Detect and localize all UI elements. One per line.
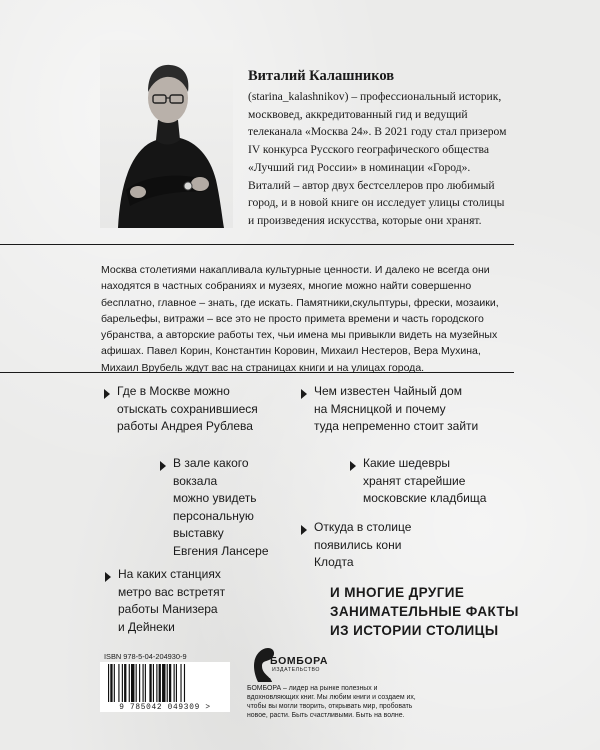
- bullet-icon: [105, 572, 111, 582]
- divider: [0, 372, 514, 373]
- bullet-icon: [301, 525, 307, 535]
- question-item: Чем известен Чайный дом на Мясницкой и почему туда непременно стоит зайти: [314, 384, 479, 433]
- bullet-icon: [301, 389, 307, 399]
- publisher-blurb: БОМБОРА – лидер на рынке полезных и вдохновляющих книг. Мы любим книги и создаем их, чтобы вы могли творить, открывать мир, пробовать новое, расти. Быть счастливыми. Быть на волне.: [247, 685, 416, 719]
- author-photo: [100, 40, 233, 228]
- question-item: В зале какого вокзала можно увидеть персональную выставку Евгения Лансере: [173, 456, 269, 558]
- author-name: Виталий Калашников: [248, 68, 395, 84]
- question-item: Откуда в столице появились кони Клодта: [314, 520, 412, 569]
- isbn: ISBN 978-5-04-204930-9: [104, 652, 187, 661]
- author-bio: (starina_kalashnikov) – профессиональный историк, москвовед, аккредитованный гид и ведущий телеканала «Москва 24». В 2021 году стал призером IV конкурса Русского географического общества «Лучший гид России» в номинации «Город». Виталий – автор двух бестселлеров про любимый город, и в новой книге он исследует улицы столицы и произведения искусства, которые они хранят.: [248, 90, 507, 227]
- more-facts-heading: И МНОГИЕ ДРУГИЕ ЗАНИМАТЕЛЬНЫЕ ФАКТЫ ИЗ ИСТОРИИ СТОЛИЦЫ: [330, 585, 519, 638]
- publisher-subtitle: ИЗДАТЕЛЬСТВО: [272, 667, 321, 673]
- bullet-icon: [350, 461, 356, 471]
- question-item: На каких станциях метро вас встретят работы Манизера и Дейнеки: [118, 567, 226, 634]
- question-item: Какие шедевры хранят старейшие московские кладбища: [363, 456, 487, 505]
- book-annotation: Москва столетиями накапливала культурные ценности. И далеко не всегда они находятся в частных собраниях и музеях, многие можно найти совершенно бесплатно, главное – знать, где искать. Памятники,скульптуры, фрески, мозаики, барельефы, витражи – все это не просто примета времени и часть городского убранства, а авторские работы тех, чьи имена мы привыкли видеть на музейных афишах. Павел Корин, Константин Коровин, Михаил Нестеров, Вера Мухина, Михаил Врубель ждут вас на страницах книги и на улицах города.: [101, 264, 499, 374]
- bullet-icon: [104, 389, 110, 399]
- divider: [0, 244, 514, 245]
- publisher-name: БОМБОРА: [270, 655, 329, 667]
- question-item: Где в Москве можно отыскать сохранившиеся работы Андрея Рублева: [117, 384, 258, 433]
- barcode-digits: 9 785042 049309 >: [119, 704, 211, 712]
- bullet-icon: [160, 461, 166, 471]
